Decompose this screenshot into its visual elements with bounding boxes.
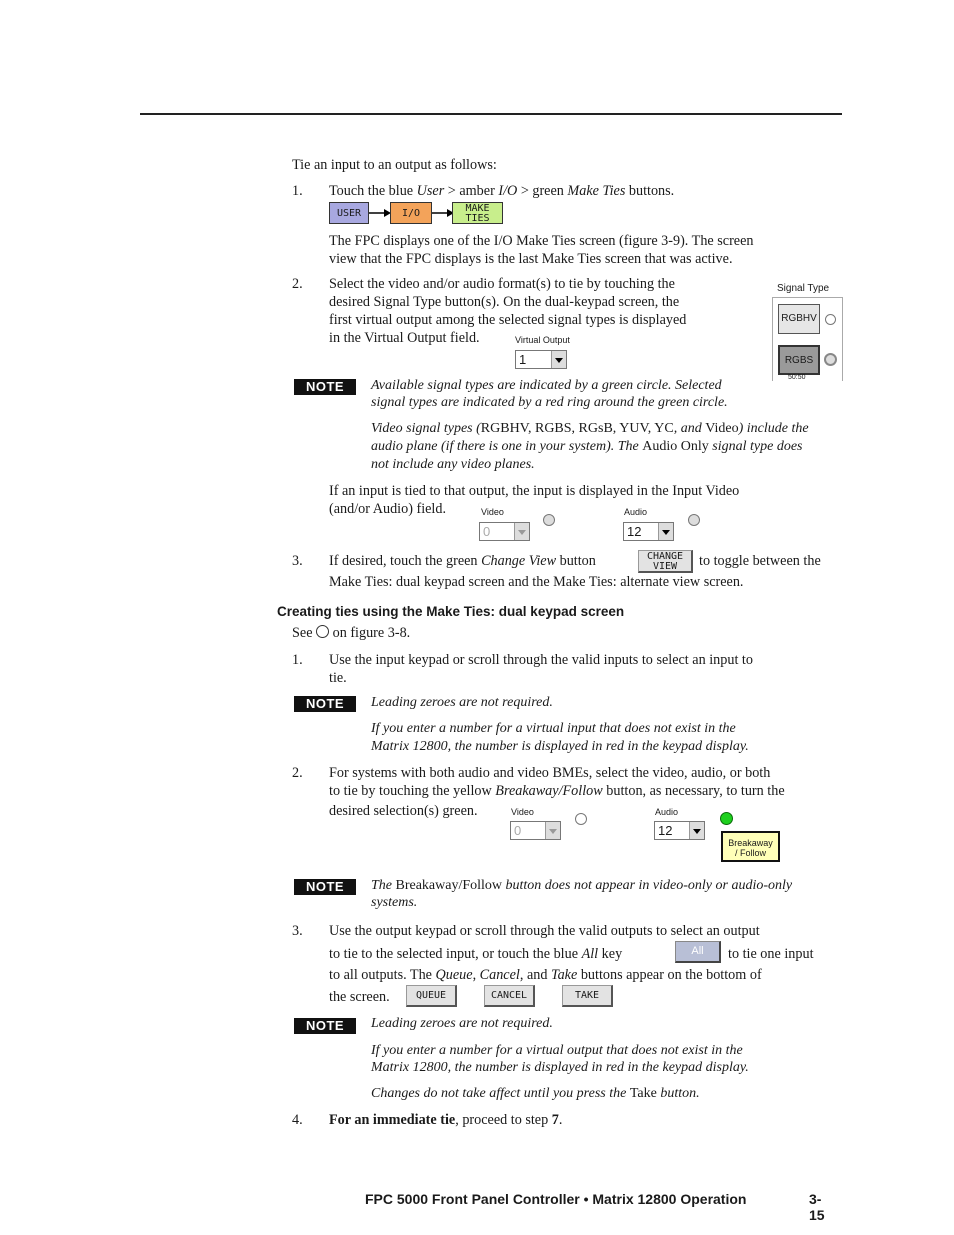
step-number: 4.	[292, 1112, 303, 1128]
io-button[interactable]: I/O	[390, 202, 432, 224]
virtual-output-field[interactable]: 1	[515, 350, 567, 369]
page-footer	[365, 1191, 825, 1223]
d3-text: to all outputs. The Queue, Cancel, and Take buttons appear on the bottom of	[329, 967, 762, 983]
d3-text: the screen.	[329, 989, 390, 1005]
step-number: 3.	[292, 553, 303, 569]
d3-text: to tie to the selected input, or touch the blue All key	[329, 946, 623, 962]
step-number: 1.	[292, 183, 303, 199]
note-text: Video signal types (RGBHV, RGBS, RGsB, YUV, YC, and Video) include the	[371, 421, 809, 436]
d2-text: desired selection(s) green.	[329, 803, 478, 819]
note-text: Leading zeroes are not required.	[371, 695, 553, 710]
note-text: If you enter a number for a virtual output that does not exist in the	[371, 1043, 743, 1058]
user-button[interactable]: USER	[329, 202, 369, 224]
audio-label: Audio	[624, 507, 648, 517]
chevron-down-icon[interactable]	[658, 523, 673, 540]
arrow-right-icon	[432, 207, 454, 219]
rgbs-sub-label: 50:50	[788, 374, 806, 381]
breakaway-follow-button[interactable]: Breakaway / Follow	[721, 831, 780, 862]
intro-text: Tie an input to an output as follows:	[292, 157, 497, 173]
video-indicator-circle	[543, 514, 555, 526]
step-number: 3.	[292, 923, 303, 939]
chevron-down-icon[interactable]	[545, 822, 560, 839]
note-text: Matrix 12800, the number is displayed in red in the keypad display.	[371, 739, 749, 754]
signal-type-label: Signal Type	[777, 283, 830, 294]
note-text: not include any video planes.	[371, 457, 535, 472]
virtual-output-label: Virtual Output	[515, 335, 570, 345]
step-number: 1.	[292, 652, 303, 668]
step1-para: view that the FPC displays is the last Make Ties screen that was active.	[329, 251, 733, 267]
video-label: Video	[481, 507, 504, 517]
note-badge: NOTE	[294, 696, 356, 712]
d1-text: Use the input keypad or scroll through the valid inputs to select an input to	[329, 652, 753, 668]
queue-button[interactable]: QUEUE	[406, 985, 457, 1007]
d4-text: For an immediate tie, proceed to step 7.	[329, 1112, 563, 1128]
step-number: 2.	[292, 765, 303, 781]
chevron-down-icon[interactable]	[514, 523, 529, 540]
tied-text: (and/or Audio) field.	[329, 501, 447, 517]
audio-indicator-circle	[688, 514, 700, 526]
step2-text: in the Virtual Output field.	[329, 330, 480, 346]
step1-text: Touch the blue User > amber I/O > green Make Ties buttons.	[329, 183, 675, 199]
d3-text: Use the output keypad or scroll through the valid outputs to select an output	[329, 923, 760, 939]
note-text: Changes do not take affect until you press the Take button.	[371, 1086, 700, 1101]
step2-text: first virtual output among the selected signal types is displayed	[329, 312, 687, 328]
signal-indicator-circle	[825, 314, 836, 325]
chevron-down-icon[interactable]	[689, 822, 704, 839]
video-label: Video	[511, 807, 534, 817]
step3-text: If desired, touch the green Change View button	[329, 553, 596, 569]
note-text: Leading zeroes are not required.	[371, 1016, 553, 1031]
note-text: If you enter a number for a virtual input that does not exist in the	[371, 721, 736, 736]
footer-title: FPC 5000 Front Panel Controller • Matrix 12800 Operation	[365, 1191, 747, 1207]
chevron-down-icon[interactable]	[551, 351, 566, 368]
arrow-right-icon	[369, 207, 391, 219]
see-text: See on figure 3-8.	[292, 625, 411, 641]
change-view-button[interactable]: CHANGE VIEW	[638, 550, 693, 573]
d3-text: to tie one input	[728, 946, 814, 962]
d2-text: to tie by touching the yellow Breakaway/Follow button, as necessary, to turn the	[329, 783, 785, 799]
audio-field[interactable]: 12	[654, 821, 705, 840]
note-badge: NOTE	[294, 379, 356, 395]
note-text: Available signal types are indicated by a green circle. Selected	[371, 378, 722, 393]
audio-indicator-circle	[720, 812, 733, 825]
callout-circle-icon	[316, 625, 329, 638]
audio-field[interactable]: 12	[623, 522, 674, 541]
d2-text: For systems with both audio and video BMEs, select the video, audio, or both	[329, 765, 771, 781]
note-badge: NOTE	[294, 1018, 356, 1034]
note-text: Matrix 12800, the number is displayed in red in the keypad display.	[371, 1060, 749, 1075]
step-number: 2.	[292, 276, 303, 292]
header-rule	[140, 113, 842, 115]
tied-text: If an input is tied to that output, the input is displayed in the Input Video	[329, 483, 740, 499]
step3-text: to toggle between the	[699, 553, 821, 569]
step2-text: desired Signal Type button(s). On the dual-keypad screen, the	[329, 294, 680, 310]
rgbs-button[interactable]: RGBS	[778, 345, 820, 375]
page-number: 3-15	[809, 1191, 825, 1223]
note-text: systems.	[371, 895, 418, 910]
note-text: signal types are indicated by a red ring around the green circle.	[371, 395, 728, 410]
step2-text: Select the video and/or audio format(s) to tie by touching the	[329, 276, 675, 292]
section-heading: Creating ties using the Make Ties: dual keypad screen	[277, 604, 625, 619]
rgbhv-button[interactable]: RGBHV	[778, 304, 820, 334]
step1-para: The FPC displays one of the I/O Make Ties screen (figure 3-9). The screen	[329, 233, 754, 249]
signal-indicator-circle	[824, 353, 837, 366]
note-text: audio plane (if there is one in your system). The Audio Only signal type does	[371, 439, 803, 454]
video-field[interactable]: 0	[479, 522, 530, 541]
all-button[interactable]: All	[675, 941, 721, 963]
note-text: The Breakaway/Follow button does not appear in video-only or audio-only	[371, 878, 793, 893]
take-button[interactable]: TAKE	[562, 985, 613, 1007]
step3-text: Make Ties: dual keypad screen and the Make Ties: alternate view screen.	[329, 574, 744, 590]
note-badge: NOTE	[294, 879, 356, 895]
video-indicator-circle	[575, 813, 587, 825]
d1-text: tie.	[329, 670, 347, 686]
cancel-button[interactable]: CANCEL	[484, 985, 535, 1007]
video-field[interactable]: 0	[510, 821, 561, 840]
make-ties-button[interactable]: MAKE TIES	[452, 202, 503, 224]
audio-label: Audio	[655, 807, 679, 817]
